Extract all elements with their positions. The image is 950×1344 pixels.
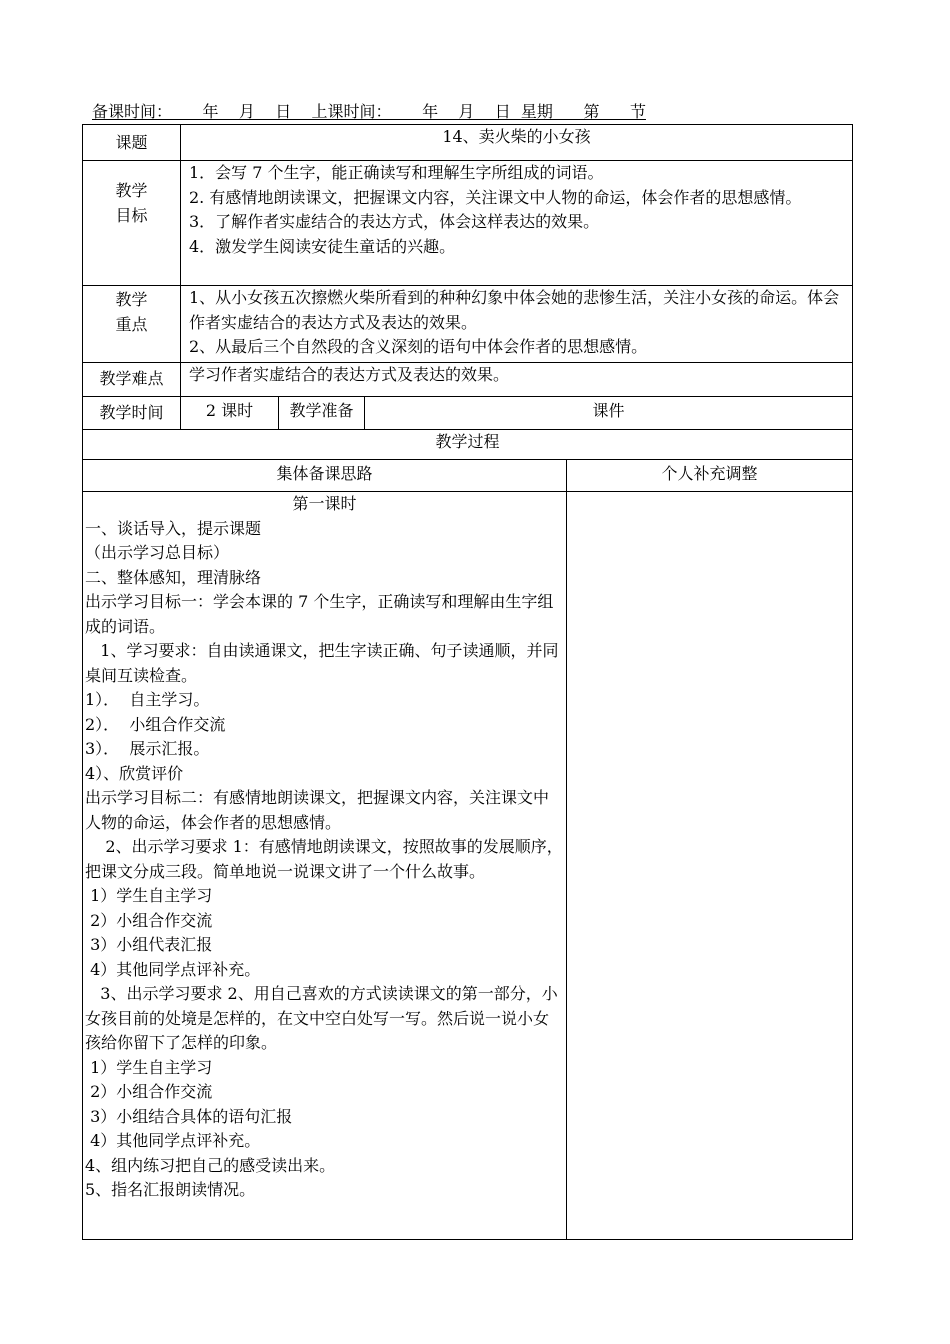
keypoints-content: [181, 286, 853, 363]
goals-row: [83, 161, 853, 286]
time-row: [83, 397, 853, 430]
topic-value: 14、卖火柴的小女孩: [181, 125, 853, 161]
process-line: 出示学习目标二：有感情地朗读课文，把握课文内容，关注课文中人物的命运，体会作者的思想感情。: [85, 788, 550, 832]
process-line: 3）． 展示汇报。: [85, 739, 210, 758]
process-line: 1）． 自主学习。: [85, 690, 210, 709]
goals-label: 教学 目标: [83, 161, 181, 286]
goal-item: 3．了解作者实虚结合的表达方式，体会这样表达的效果。: [189, 212, 600, 231]
keypoints-label: 教学 重点: [83, 286, 181, 363]
process-line: （出示学习总目标）: [85, 543, 230, 562]
keypoint-item: 1、从小女孩五次擦燃火柴所看到的种种幻象中体会她的悲惨生活，关注小女孩的命运。体会作者实虚结合的表达方式及表达的效果。: [189, 288, 840, 332]
difficulty-label: 教学难点: [83, 363, 181, 397]
topic-row: [83, 125, 853, 161]
keypoints-row: [83, 286, 853, 363]
prep-label: 教学准备: [279, 397, 365, 430]
process-line: 4）、欣赏评价: [85, 763, 184, 783]
time-label: 教学时间: [83, 397, 181, 430]
process-line: 1）学生自主学习: [85, 886, 213, 905]
process-line: 2、出示学习要求 1：有感情地朗读课文，按照故事的发展顺序，把课文分成三段。简单地说一说课文讲了一个什么故事。: [85, 837, 563, 881]
process-line: 第一课时: [292, 494, 357, 513]
process-line: 3）小组代表汇报: [85, 935, 213, 954]
difficulty-value: 学习作者实虚结合的表达方式及表达的效果。: [181, 363, 853, 397]
goal-item: 2. 有感情地朗读课文，把握课文内容，关注课文中人物的命运，体会作者的思想感情。: [189, 187, 802, 207]
process-line: 4、组内练习把自己的感受读出来。: [85, 1155, 336, 1175]
time-value: 2 课时: [181, 397, 279, 430]
process-line: 3、出示学习要求 2、用自己喜欢的方式读读课文的第一部分，小女孩目前的处境是怎样的，在文中空白处写一写。然后说一说小女孩给你留下了怎样的印象。: [85, 984, 558, 1052]
prep-value: 课件: [365, 397, 853, 430]
process-line: 2）小组合作交流: [85, 910, 213, 930]
topic-label: 课题: [83, 125, 181, 161]
process-line: 出示学习目标一：学会本课的 7 个生字，正确读写和理解由生字组成的词语。: [85, 592, 554, 636]
keypoint-item: 2、从最后三个自然段的含义深刻的语句中体会作者的思想感情。: [189, 337, 648, 356]
process-line: 3）小组结合具体的语句汇报: [85, 1106, 293, 1126]
process-body-row: [83, 492, 853, 1240]
process-line: 4）其他同学点评补充。: [85, 959, 261, 979]
goal-item: 4．激发学生阅读安徒生童话的兴趣。: [189, 236, 456, 256]
process-title: 教学过程: [83, 430, 853, 460]
collective-process-content: [83, 492, 567, 1240]
goal-item: 1．会写 7 个生字，能正确读写和理解生字所组成的词语。: [189, 163, 604, 182]
collective-column-header: 集体备课思路: [83, 460, 567, 492]
process-line: 1、学习要求：自由读通课文，把生字读正确、句子读通顺，并同桌间互读检查。: [85, 641, 559, 685]
goals-content: [181, 161, 853, 286]
process-line: 二、整体感知，理清脉络: [85, 567, 262, 587]
difficulty-row: [83, 363, 853, 397]
lesson-time-header: 备课时间： 年 月 日 上课时间： 年 月 日 星期 第 节: [92, 102, 646, 121]
personal-adjustment-content[interactable]: [567, 492, 853, 1240]
process-title-row: [83, 430, 853, 460]
process-line: 2）小组合作交流: [85, 1082, 213, 1101]
process-line: 5、指名汇报朗读情况。: [85, 1180, 256, 1199]
process-line: 4）其他同学点评补充。: [85, 1131, 261, 1150]
process-line: 2）． 小组合作交流: [85, 714, 226, 734]
process-line: 一、谈话导入，提示课题: [85, 518, 262, 538]
personal-column-header: 个人补充调整: [567, 460, 853, 492]
process-line: 1）学生自主学习: [85, 1057, 213, 1077]
lesson-plan-table: [82, 124, 853, 1240]
process-columns-row: [83, 460, 853, 492]
